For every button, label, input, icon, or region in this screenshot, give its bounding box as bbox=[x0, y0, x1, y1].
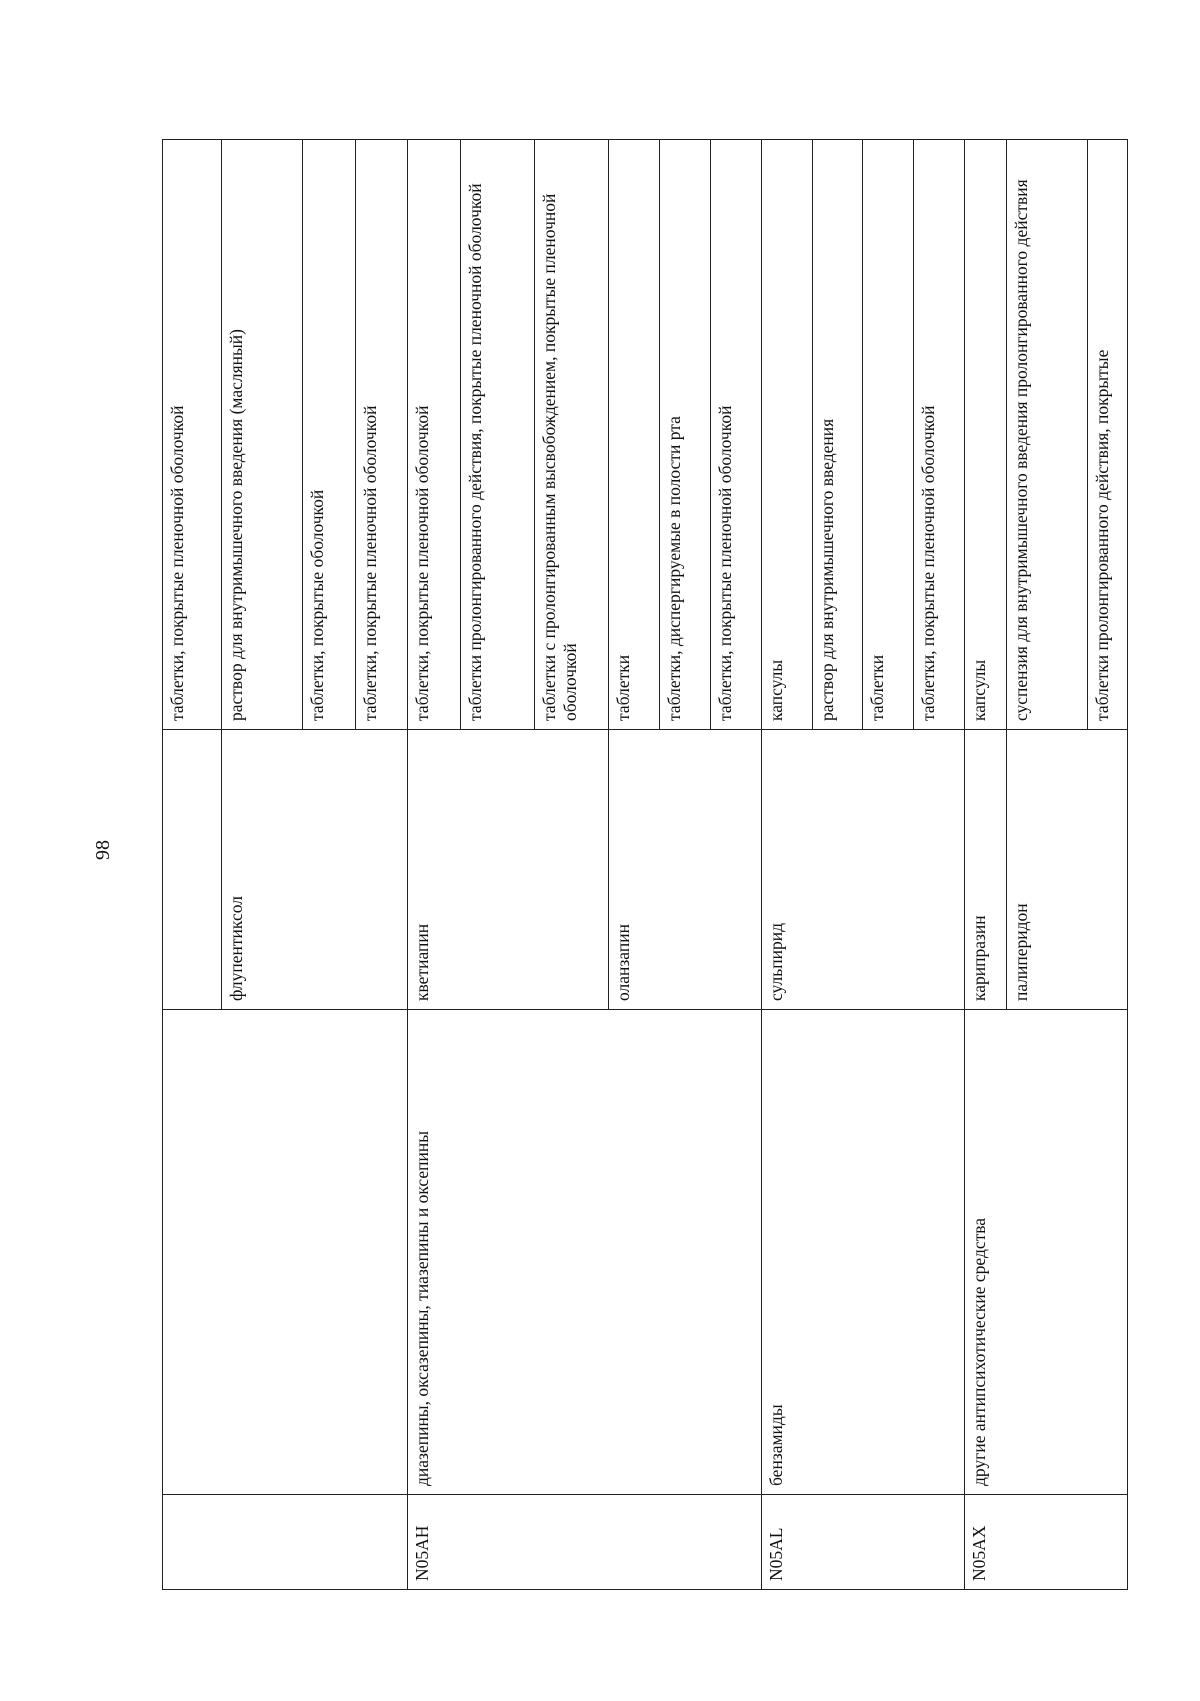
table-row bbox=[408, 140, 461, 1590]
atc-group-cell: бензамиды bbox=[761, 1010, 964, 1495]
dosage-form-cell: таблетки пролонгированного действия, покрытые пленочной оболочкой bbox=[461, 140, 535, 730]
drug-name-cell: оланзапин bbox=[609, 730, 761, 1010]
dosage-form-cell: таблетки, покрытые пленочной оболочкой bbox=[163, 140, 222, 730]
dosage-form-cell: раствор для внутримышечного введения (масляный) bbox=[222, 140, 302, 730]
dosage-form-cell: капсулы bbox=[964, 140, 1006, 730]
drug-name-cell: палиперидон bbox=[1007, 730, 1128, 1010]
dosage-form-cell: таблетки, покрытые оболочкой bbox=[302, 140, 355, 730]
dosage-form-cell: таблетки пролонгированного действия, покрытые bbox=[1087, 140, 1127, 730]
atc-code-cell bbox=[163, 1495, 408, 1590]
atc-code-cell: N05AX bbox=[964, 1495, 1127, 1590]
drug-name-cell: кветиапин bbox=[408, 730, 609, 1010]
drug-name-cell: карипразин bbox=[964, 730, 1006, 1010]
dosage-form-cell: раствор для внутримышечного введения bbox=[812, 140, 863, 730]
atc-group-cell: другие антипсихотические средства bbox=[964, 1010, 1127, 1495]
atc-group-cell: диазепины, оксазепины, тиазепины и оксепины bbox=[408, 1010, 761, 1495]
table-row bbox=[964, 140, 1006, 1590]
drug-name-cell bbox=[163, 730, 222, 1010]
atc-code-cell: N05AL bbox=[761, 1495, 964, 1590]
dosage-form-cell: суспензия для внутримышечного введения пролонгированного действия bbox=[1007, 140, 1087, 730]
dosage-form-cell: таблетки с пролонгированным высвобождением, покрытые пленочной оболочкой bbox=[535, 140, 609, 730]
dosage-form-cell: таблетки, диспергируемые в полости рта bbox=[660, 140, 711, 730]
dosage-form-cell: таблетки bbox=[609, 140, 660, 730]
table-row bbox=[761, 140, 812, 1590]
dosage-form-cell: таблетки, покрытые пленочной оболочкой bbox=[914, 140, 965, 730]
drug-name-cell: сульпирид bbox=[761, 730, 964, 1010]
dosage-form-cell: капсулы bbox=[761, 140, 812, 730]
dosage-form-cell: таблетки, покрытые пленочной оболочкой bbox=[355, 140, 408, 730]
atc-code-cell: N05AH bbox=[408, 1495, 761, 1590]
drug-name-cell: флупентиксол bbox=[222, 730, 408, 1010]
rotated-table-container bbox=[162, 140, 1128, 1590]
atc-group-cell bbox=[163, 1010, 408, 1495]
table-row bbox=[163, 140, 222, 1590]
page-number: 98 bbox=[92, 840, 114, 860]
dosage-form-cell: таблетки, покрытые пленочной оболочкой bbox=[408, 140, 461, 730]
drug-table bbox=[162, 139, 1128, 1590]
dosage-form-cell: таблетки, покрытые пленочной оболочкой bbox=[711, 140, 762, 730]
dosage-form-cell: таблетки bbox=[863, 140, 914, 730]
